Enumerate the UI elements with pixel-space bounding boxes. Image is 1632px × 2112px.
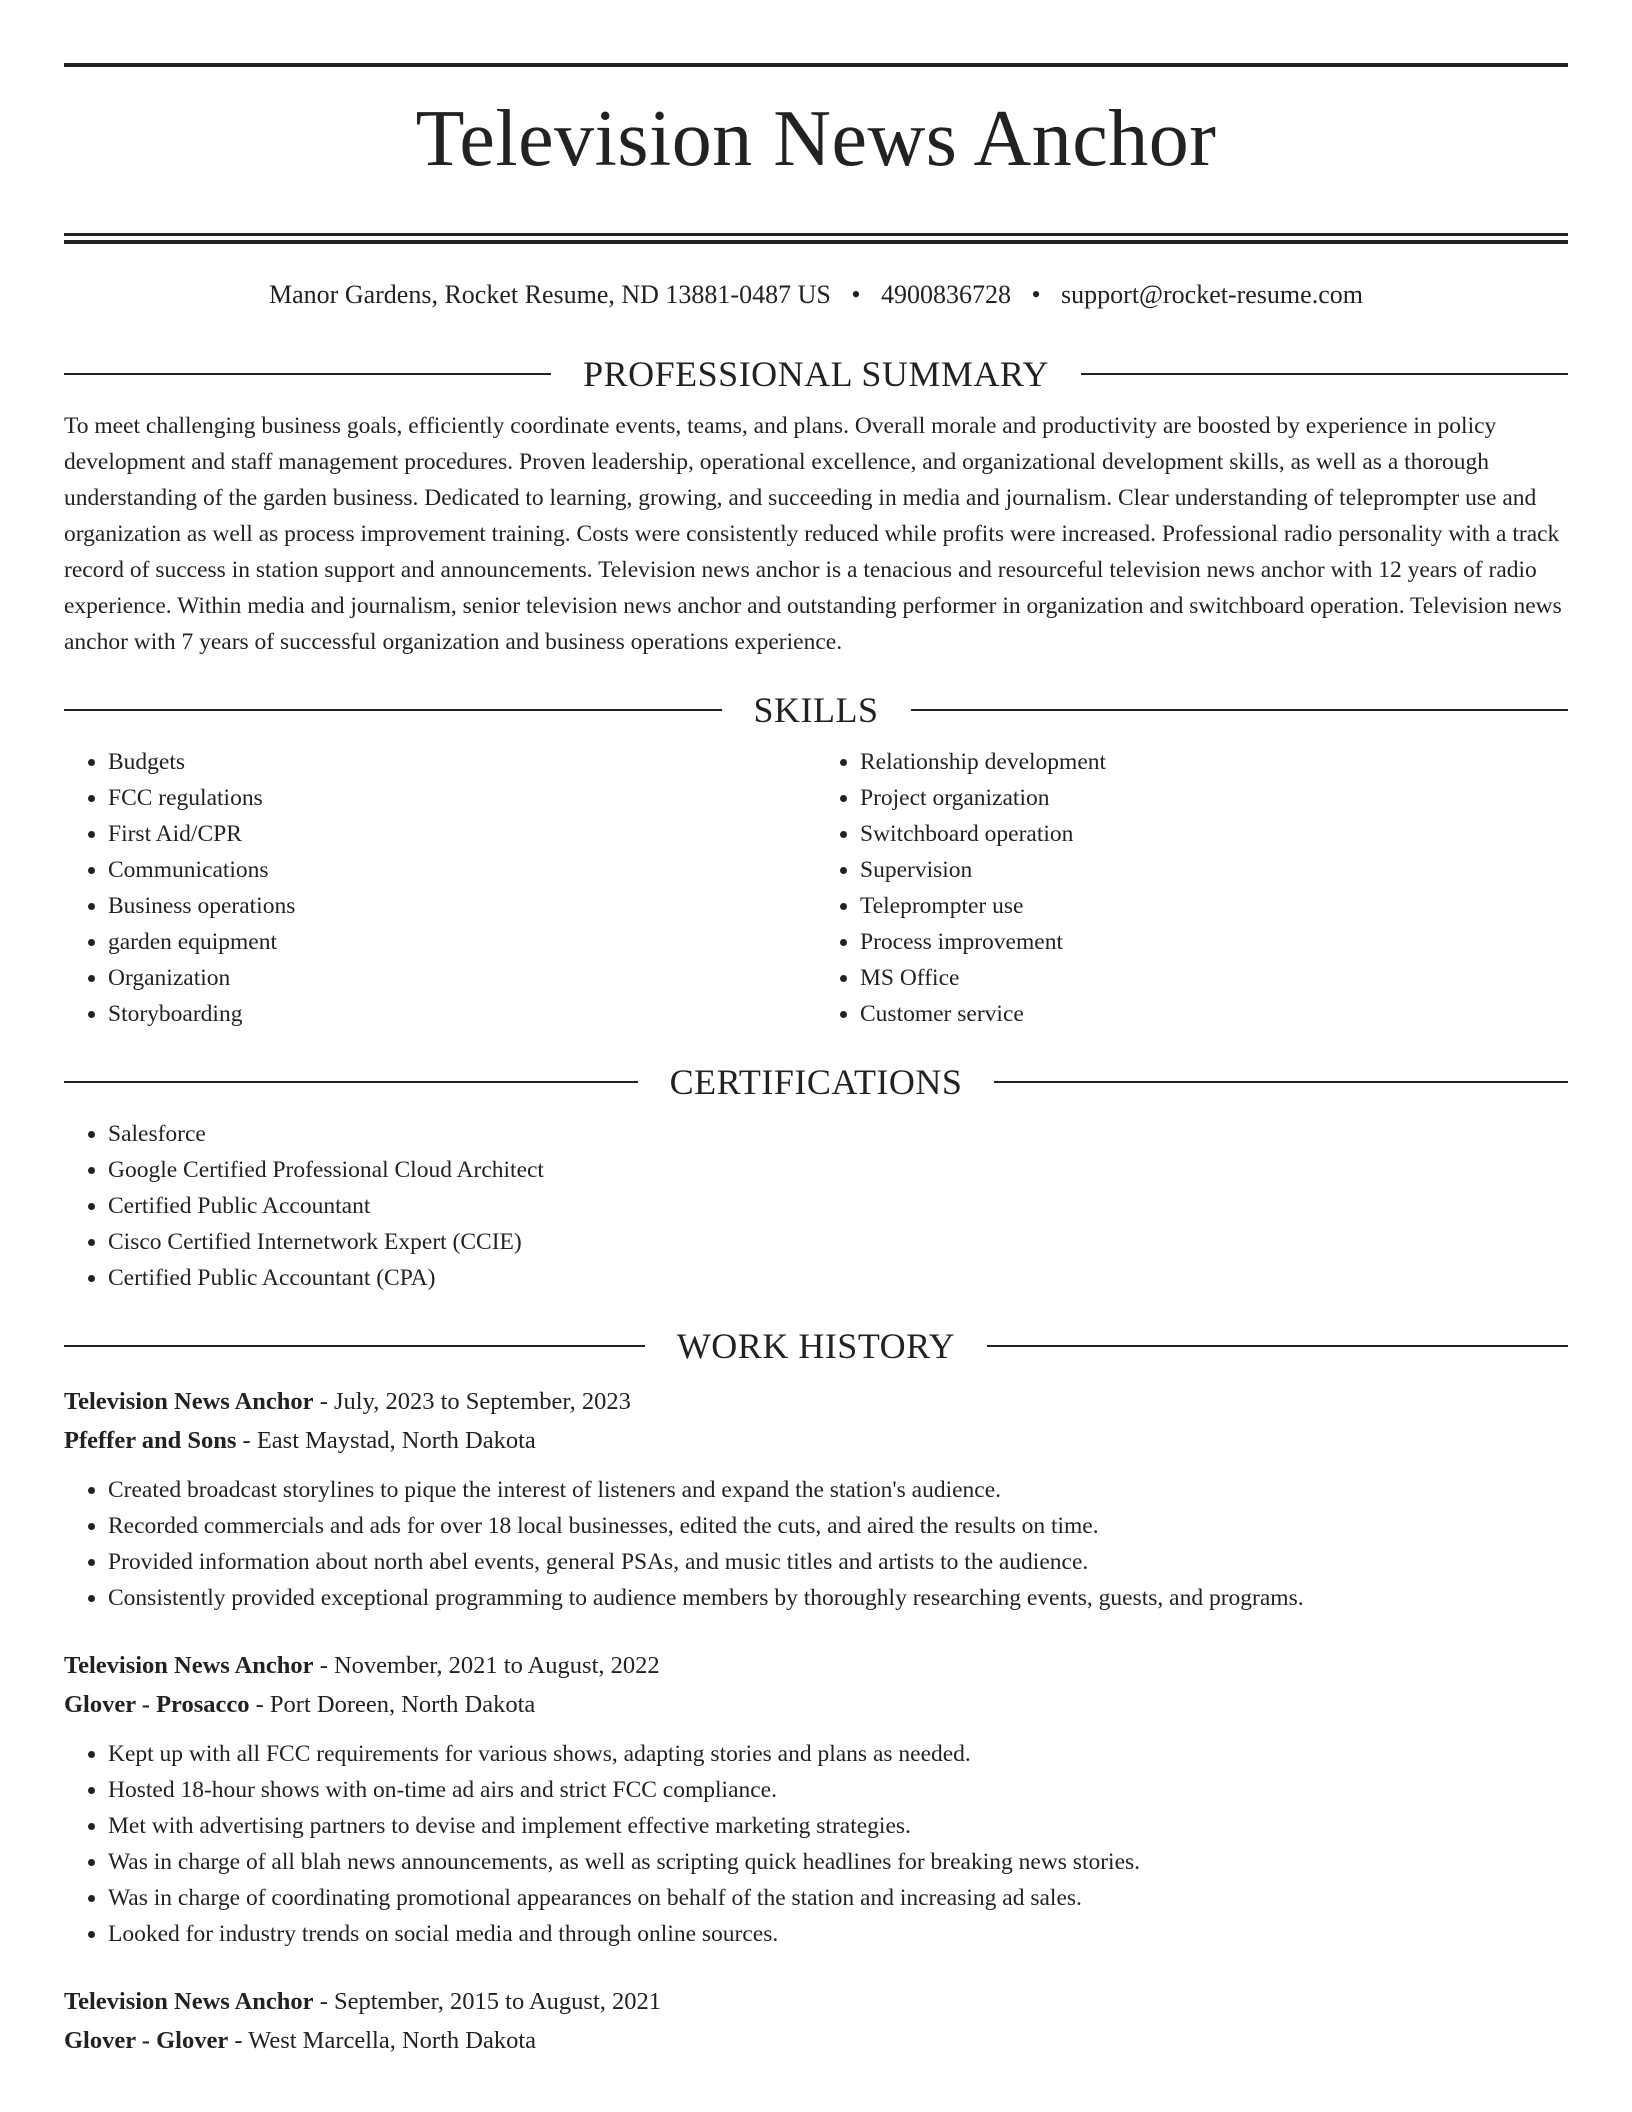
- contact-email: support@rocket-resume.com: [1061, 279, 1363, 309]
- heading-rule: [994, 1081, 1568, 1083]
- skill-item: • MS Office: [860, 960, 1568, 996]
- certification-item: • Salesforce: [108, 1116, 1568, 1152]
- contact-phone: 4900836728: [880, 279, 1011, 309]
- section-heading-certifications: [64, 1062, 1568, 1102]
- job-title: Television News Anchor: [64, 1987, 314, 2015]
- job-company: Pfeffer and Sons: [64, 1426, 237, 1454]
- skill-item: • Organization: [108, 960, 816, 996]
- job-company: Glover - Glover: [64, 2026, 229, 2054]
- resume-page: [64, 0, 1568, 2060]
- certification-item: • Certified Public Accountant (CPA): [108, 1260, 1568, 1296]
- heading-rule: [64, 1345, 645, 1347]
- job-entry: [64, 1982, 1568, 2060]
- job-company: Glover - Prosacco: [64, 1690, 250, 1718]
- job-duty: • Hosted 18-hour shows with on-time ad airs and strict FCC compliance.: [108, 1772, 1568, 1808]
- heading-rule: [987, 1345, 1568, 1347]
- skill-item: • Relationship development: [860, 744, 1568, 780]
- job-company-line: [64, 2021, 1568, 2060]
- contact-separator: •: [851, 279, 861, 309]
- job-location: - East Maystad, North Dakota: [236, 1426, 536, 1454]
- heading-rule: [911, 709, 1569, 711]
- title-double-divider: [64, 233, 1568, 244]
- job-title-line: [64, 1646, 1568, 1685]
- heading-rule: [64, 373, 551, 375]
- skills-column-right: [816, 744, 1568, 1032]
- heading-rule: [1081, 373, 1568, 375]
- job-dates: - November, 2021 to August, 2022: [313, 1651, 660, 1679]
- job-duty: • Kept up with all FCC requirements for various shows, adapting stories and plans as needed.: [108, 1736, 1568, 1772]
- section-title: WORK HISTORY: [676, 1325, 956, 1366]
- job-location: - West Marcella, North Dakota: [228, 2026, 537, 2054]
- skill-item: • Storyboarding: [108, 996, 816, 1032]
- skill-item: • Switchboard operation: [860, 816, 1568, 852]
- certifications-list: [64, 1116, 1568, 1296]
- job-duties-list: [64, 1472, 1568, 1616]
- heading-rule: [64, 709, 722, 711]
- job-duty: • Consistently provided exceptional programming to audience members by thoroughly researching events, guests, and programs.: [108, 1580, 1568, 1616]
- certification-item: • Certified Public Accountant: [108, 1188, 1568, 1224]
- job-title-line: [64, 1982, 1568, 2021]
- skill-item: • Supervision: [860, 852, 1568, 888]
- skill-item: • Teleprompter use: [860, 888, 1568, 924]
- skill-item: • Process improvement: [860, 924, 1568, 960]
- job-entry: [64, 1382, 1568, 1616]
- section-title: CERTIFICATIONS: [669, 1061, 963, 1102]
- job-company-line: [64, 1685, 1568, 1724]
- job-title-line: [64, 1382, 1568, 1421]
- skills-column-left: [64, 744, 816, 1032]
- job-duty: • Was in charge of coordinating promotional appearances on behalf of the station and increasing ad sales.: [108, 1880, 1568, 1916]
- contact-line: [64, 280, 1568, 310]
- job-duty: • Looked for industry trends on social media and through online sources.: [108, 1916, 1568, 1952]
- section-title: PROFESSIONAL SUMMARY: [583, 353, 1049, 394]
- job-entry: [64, 1646, 1568, 1952]
- skill-item: • First Aid/CPR: [108, 816, 816, 852]
- skill-item: • FCC regulations: [108, 780, 816, 816]
- job-location: - Port Doreen, North Dakota: [249, 1690, 536, 1718]
- certification-item: • Google Certified Professional Cloud Architect: [108, 1152, 1568, 1188]
- job-title: Television News Anchor: [64, 1651, 314, 1679]
- section-heading-work-history: [64, 1326, 1568, 1366]
- section-heading-summary: [64, 354, 1568, 394]
- skill-item: • garden equipment: [108, 924, 816, 960]
- skills-grid: [64, 744, 1568, 1032]
- skill-item: • Communications: [108, 852, 816, 888]
- skill-item: • Business operations: [108, 888, 816, 924]
- job-duty: • Was in charge of all blah news announcements, as well as scripting quick headlines for breaking news stories.: [108, 1844, 1568, 1880]
- section-heading-skills: [64, 690, 1568, 730]
- summary-text: To meet challenging business goals, efficiently coordinate events, teams, and plans. Overall morale and productivity are boosted by experience in policy development and staff management procedures. Proven leadership, operational excellence, and organizational development skills, as well as a thorough understanding of the garden business. Dedicated to learning, growing, and succeeding in media and journalism. Clear understanding of teleprompter use and organization as well as process improvement training. Costs were consistently reduced while profits were increased. Professional radio personality with a track record of success in station support and announcements. Television news anchor is a tenacious and resourceful television news anchor with 12 years of radio experience. Within media and journalism, senior television news anchor and outstanding performer in organization and switchboard operation. Television news anchor with 7 years of successful organization and business operations experience.: [64, 412, 1562, 655]
- contact-separator: •: [1031, 279, 1041, 309]
- certification-item: • Cisco Certified Internetwork Expert (CCIE): [108, 1224, 1568, 1260]
- job-duty: • Provided information about north abel events, general PSAs, and music titles and artists to the audience.: [108, 1544, 1568, 1580]
- resume-title: Television News Anchor: [415, 95, 1217, 183]
- job-duties-list: [64, 1736, 1568, 1952]
- job-dates: - July, 2023 to September, 2023: [313, 1387, 631, 1415]
- skill-item: • Budgets: [108, 744, 816, 780]
- job-company-line: [64, 1421, 1568, 1460]
- top-divider: [64, 63, 1568, 67]
- skill-item: • Project organization: [860, 780, 1568, 816]
- job-title: Television News Anchor: [64, 1387, 314, 1415]
- skill-item: • Customer service: [860, 996, 1568, 1032]
- heading-rule: [64, 1081, 638, 1083]
- section-title: SKILLS: [753, 689, 879, 730]
- job-duty: • Recorded commercials and ads for over 18 local businesses, edited the cuts, and aired the results on time.: [108, 1508, 1568, 1544]
- job-dates: - September, 2015 to August, 2021: [313, 1987, 662, 2015]
- job-duty: • Created broadcast storylines to pique the interest of listeners and expand the station's audience.: [108, 1472, 1568, 1508]
- contact-address: Manor Gardens, Rocket Resume, ND 13881-0487 US: [269, 279, 831, 309]
- job-duty: • Met with advertising partners to devise and implement effective marketing strategies.: [108, 1808, 1568, 1844]
